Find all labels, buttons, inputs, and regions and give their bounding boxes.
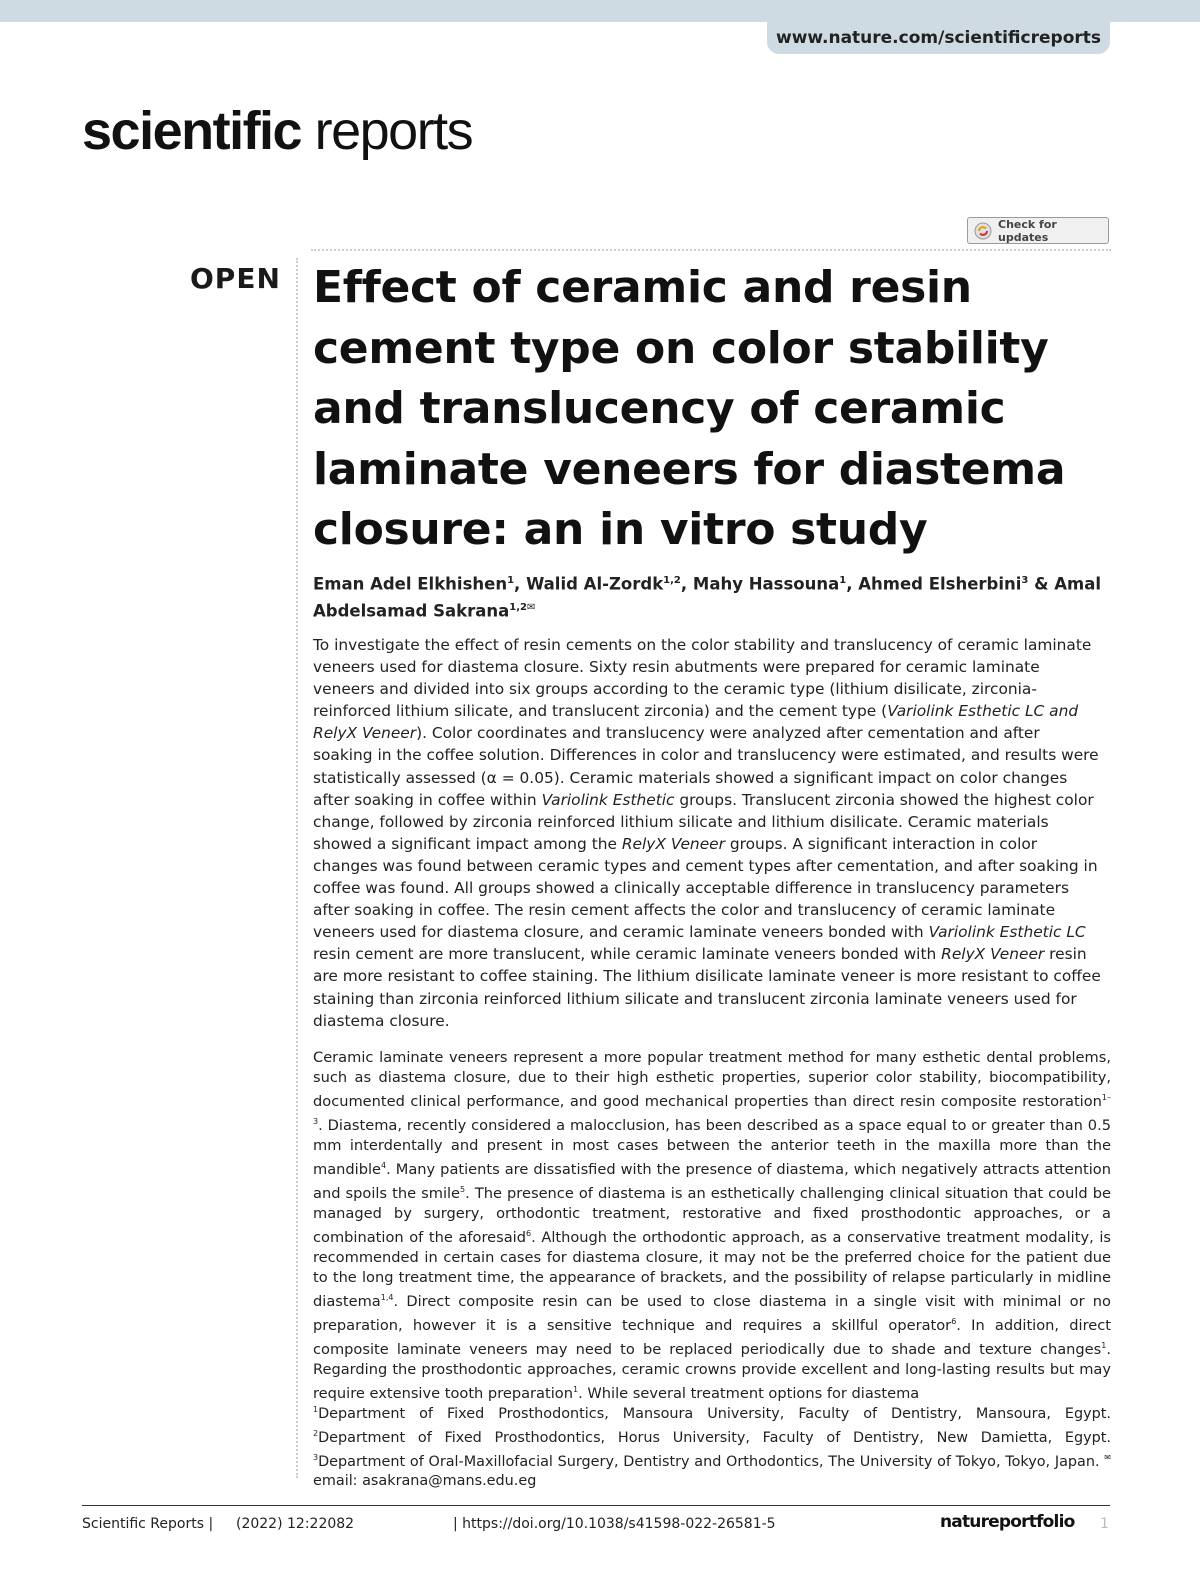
affiliation-superscript: ✉ <box>1104 1452 1111 1462</box>
affiliation-text: Department of Oral-Maxillofacial Surgery, Dentistry and Orthodontics, The University of Tokyo, Tokyo, Japan. <box>318 1453 1105 1470</box>
author-affiliation-mark: 1,2 <box>663 575 681 586</box>
logo-bold-text: scientific <box>82 101 302 161</box>
affiliation-text: Department of Fixed Prosthodontics, Horus University, Faculty of Dentistry, New Damietta, Egypt. <box>318 1429 1111 1446</box>
author-name[interactable]: Walid Al-Zordk <box>526 574 664 594</box>
abstract-text: groups. A significant interaction in color changes was found between ceramic types and cement types after cementation, and after soaking in coffee was found. All groups showed a clinically acceptable difference in translucency parameters after soaking in coffee. The resin cement affects the color and translucency of ceramic laminate veneers used for diastema closure, and ceramic laminate veneers bonded with <box>313 834 1098 942</box>
body-text <box>313 1048 1111 1404</box>
body-superscript: 1–3 <box>313 1093 1111 1127</box>
author-separator: , <box>846 574 859 594</box>
body-text: . Many patients are dissatisfied with the presence of diastema, which negatively attracts attention and spoils the smile <box>313 1161 1111 1202</box>
abstract-text: RelyX Veneer <box>621 834 725 853</box>
body-text: Ceramic laminate veneers represent a more popular treatment method for many esthetic dental problems, such as diastema closure, due to their high esthetic properties, superior color stability, biocompatibility, documented clinical performance, and good mechanical properties than direct resin composite restoration <box>313 1049 1111 1111</box>
journal-logo <box>82 100 472 162</box>
header-divider <box>311 249 1111 251</box>
open-access-label: OPEN <box>190 262 281 295</box>
abstract-text: resin cement are more translucent, while ceramic laminate veneers bonded with <box>313 945 942 964</box>
footer-citation: (2022) 12:22082 <box>236 1516 355 1532</box>
journal-url-link[interactable]: www.nature.com/scientificreports <box>767 22 1110 54</box>
author-list <box>313 569 1113 622</box>
footer-divider <box>82 1505 1110 1506</box>
author-affiliation-mark: 1,2✉ <box>509 601 536 613</box>
author-name[interactable]: Ahmed Elsherbini <box>858 574 1022 594</box>
author-separator: , <box>680 574 693 594</box>
abstract-text: To investigate the effect of resin cements on the color stability and translucency of ceramic laminate veneers used for diastema closure. Sixty resin abutments were prepared for ceramic laminate veneers and divided into six groups according to the ceramic type (lithium disilicate, zirconia-reinforced lithium silicate, and translucent zirconia) and the cement type ( <box>313 636 1092 721</box>
body-text: . Diastema, recently considered a malocclusion, has been described as a space equal to or greater than 0.5 mm interdentally and present in most cases between the anterior teeth in the maxilla more than the mandible <box>313 1117 1111 1179</box>
footer-journal: Scientific Reports | <box>82 1516 214 1532</box>
footer-doi-link[interactable]: | https://doi.org/10.1038/s41598-022-26581-5 <box>453 1516 776 1532</box>
author-affiliation-mark: 1 <box>839 575 847 586</box>
affiliation-superscript: 2 <box>313 1428 319 1438</box>
abstract-text: groups. Translucent zirconia showed the highest color change, followed by zirconia reinforced lithium silicate and lithium disilicate. Ceramic materials showed a significant impact among the <box>313 790 1094 853</box>
author-affiliation-mark: 3 <box>1021 575 1029 586</box>
body-text: . While several treatment options for diastema <box>578 1385 920 1403</box>
author-name[interactable]: Mahy Hassouna <box>692 574 840 594</box>
top-banner <box>0 0 1200 22</box>
affiliation-text: Department of Fixed Prosthodontics, Mansoura University, Faculty of Dentistry, Mansoura, Egypt. <box>318 1405 1111 1422</box>
abstract-text: Variolink Esthetic LC <box>928 923 1086 942</box>
column-divider <box>296 258 298 1478</box>
body-text: . In addition, direct composite laminate veneers may need to be replaced periodically due to shade and texture changes <box>313 1317 1111 1359</box>
author-separator: & <box>1028 574 1055 594</box>
check-for-updates-label: Check for updates <box>998 217 1057 244</box>
body-superscript: 5 <box>460 1185 466 1195</box>
body-superscript: 1,4 <box>380 1293 394 1303</box>
body-superscript: 1 <box>1101 1341 1107 1351</box>
affiliation-text: email: asakrana@mans.edu.eg <box>313 1473 537 1490</box>
body-text: . The presence of diastema is an esthetically challenging clinical situation that could be managed by surgery, orthodontic treatment, restorative and fixed prosthodontic approaches, or a combination of the aforesaid <box>313 1185 1111 1247</box>
abstract-text: RelyX Veneer <box>941 945 1045 964</box>
body-superscript: 6 <box>526 1229 532 1239</box>
body-superscript: 4 <box>381 1161 387 1171</box>
abstract-text: ). Color coordinates and translucency were analyzed after cementation and after soaking in the coffee solution. Differences in color and translucency were estimated, and results were statistically assessed (α = 0.05). Ceramic materials showed a significant impact on color changes after soaking in coffee within <box>313 724 1099 809</box>
author-name[interactable]: Eman Adel Elkhishen <box>313 574 508 594</box>
body-superscript: 6 <box>951 1317 957 1327</box>
affiliations <box>313 1400 1111 1491</box>
body-text: . Although the orthodontic approach, as a conservative treatment modality, is recommended in certain cases for diastema closure, it may not be the preferred choice for the patient due to the long treatment time, the appearance of brackets, and the possibility of relapse particularly in midline diastema <box>313 1229 1111 1311</box>
body-text: . Regarding the prosthodontic approaches, ceramic crowns provide excellent and long-lasting results but may require extensive tooth preparation <box>313 1341 1111 1403</box>
page-number: 1 <box>1100 1516 1109 1532</box>
abstract-text: resin are more resistant to coffee staining. The lithium disilicate laminate veneer is more resistant to coffee staining than zirconia reinforced lithium silicate and translucent zirconia laminate veneers used for diastema closure. <box>313 945 1101 1030</box>
check-for-updates-button[interactable] <box>967 217 1109 244</box>
author-name[interactable]: Amal Abdelsamad Sakrana <box>313 574 1102 620</box>
refresh-badge-icon <box>974 222 992 240</box>
body-text: . Direct composite resin can be used to close diastema in a single visit with minimal or no preparation, however it is a sensitive technique and requires a skillful operator <box>313 1293 1111 1335</box>
body-superscript: 1 <box>572 1385 579 1395</box>
affiliation-superscript: 3 <box>313 1452 319 1462</box>
abstract-text: Variolink Esthetic LC and RelyX Veneer <box>313 702 1079 743</box>
logo-light-text: reports <box>314 101 473 161</box>
abstract <box>313 634 1103 1032</box>
affiliation-superscript: 1 <box>313 1405 319 1414</box>
article-title: Effect of ceramic and resin cement type on color stability and translucency of ceramic laminate veneers for diastema closure: an in vitro study <box>313 262 1066 555</box>
author-separator: , <box>514 574 527 594</box>
abstract-text: Variolink Esthetic <box>541 790 675 809</box>
author-affiliation-mark: 1 <box>507 575 515 586</box>
publisher-logo: natureportfolio <box>940 1512 1075 1532</box>
